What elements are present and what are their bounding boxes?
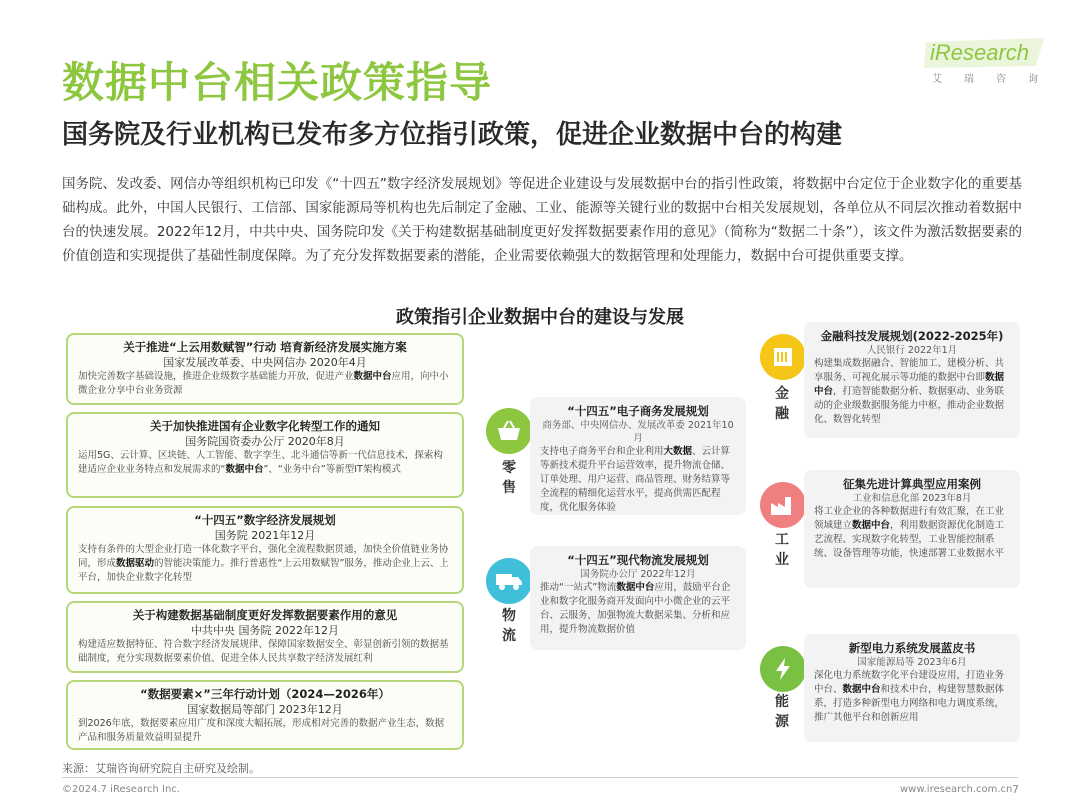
industry-label-retail: 零售	[502, 460, 516, 496]
policy-title: “十四五”数字经济发展规划	[194, 513, 336, 527]
policy-title: 金融科技发展规划(2022-2025年)	[820, 329, 1004, 343]
policy-title: “十四五”现代物流发展规划	[567, 553, 709, 567]
policy-body: 推动“一站式”物流数据中台应用，鼓励平台企业和数字化服务商开发面向中小微企业的云平台、云服务，加强物流大数据采集、分析和应用，提升物流数据价值	[540, 582, 731, 635]
policy-source: 国家能源局等 2023年6月	[857, 657, 967, 668]
policy-title: 新型电力系统发展蓝皮书	[848, 641, 976, 655]
policy-box	[66, 412, 464, 498]
policy-title: 关于推进“上云用数赋智”行动 培育新经济发展实施方案	[123, 340, 407, 354]
policy-title: 征集先进计算典型应用案例	[843, 477, 981, 491]
policy-box	[66, 680, 464, 750]
industry-label-logistics: 物流	[502, 608, 516, 644]
logo-wordmark: iResearch	[930, 40, 1030, 65]
policy-source: 国务院 2021年12月	[214, 529, 316, 542]
policy-body: 支持电子商务平台和企业利用大数据、云计算等新技术提升平台运营效率，提升物流仓储、订单处理、用户运营、商品管理、财务结算等全流程的精细化运营水平，提高供需匹配程度，优化服务体验	[540, 446, 731, 513]
page-subtitle: 国务院及行业机构已发布多方位指引政策，促进企业数据中台的构建	[62, 120, 843, 150]
policy-source: 人民银行 2022年1月	[866, 345, 958, 356]
factory-icon	[760, 482, 806, 528]
lightning-icon	[760, 646, 806, 692]
policy-body: 将工业企业的各种数据进行有效汇聚，在工业领域建立数据中台，利用数据资源优化制造工艺流程、实现数字化转型，工业智能控制系统、设备管理等功能，快速部署工业数据水平	[814, 506, 1005, 559]
logo-subtext: 艾瑞咨询	[932, 74, 1060, 85]
policy-source: 中共中央 国务院 2022年12月	[191, 624, 339, 637]
policy-source: 工业和信息化部 2023年8月	[852, 493, 972, 504]
policy-body: 深化电力系统数字化平台建设应用，打造业务中台、数据中台和技术中台，构建智慧数据体系，打造多种新型电力网络和电力调度系统，推广其他平台和创新应用	[814, 670, 1005, 723]
iresearch-logo	[924, 38, 1060, 92]
copyright: ©2024.7 iResearch Inc.	[62, 784, 180, 795]
policy-body: 构建集成数据融合、智能加工、建模分析、共享服务、可视化展示等功能的数据中台即数据中台，打造智能数据分析、数据驱动、业务联动的企业级数据服务能力中枢，推动企业数据化、数智化转型	[814, 358, 1005, 425]
policy-body: 支持有条件的大型企业打造一体化数字平台，强化全流程数据贯通，加快全价值链业务协同，形成数据驱动的智能决策能力。推行普惠性“上云用数赋智”服务，推动企业上云、上平台，加快企业数字化转型	[78, 544, 449, 583]
policy-source: 国务院办公厅 2022年12月	[580, 569, 696, 580]
policy-card-finance	[804, 322, 1020, 438]
policy-card-energy	[804, 634, 1020, 742]
book-icon	[760, 334, 806, 380]
industry-label-energy: 能源	[775, 694, 789, 730]
policy-card-logistics	[530, 546, 746, 650]
policy-box	[66, 506, 464, 594]
policy-title: 关于加快推进国有企业数字化转型工作的通知	[150, 419, 380, 433]
policy-source: 商务部、中央网信办、发展改革委 2021年10月	[542, 420, 734, 444]
footer-divider	[62, 777, 1018, 778]
policy-body: 加快完善数字基础设施，推进企业级数字基础能力开放，促进产业数据中台应用，向中小微企业分享中台业务资源	[78, 371, 449, 396]
industry-label-finance: 金融	[775, 386, 789, 422]
page-title: 数据中台相关政策指导	[62, 58, 493, 107]
industry-label-industry: 工业	[775, 532, 789, 568]
policy-card-industry	[804, 470, 1020, 588]
policy-box	[66, 333, 464, 405]
policy-source: 国务院国资委办公厅 2020年8月	[185, 435, 345, 448]
policy-title: 关于构建数据基础制度更好发挥数据要素作用的意见	[132, 608, 398, 622]
policy-box	[66, 601, 464, 673]
policy-card-retail	[530, 397, 746, 515]
source-note: 来源：艾瑞咨询研究院自主研究及绘制。	[62, 762, 260, 775]
policy-source: 国家数据局等部门 2023年12月	[187, 703, 343, 716]
policy-body: 到2026年底，数据要素应用广度和深度大幅拓展，形成相对完善的数据产业生态，数据产品和服务质量效益明显提升	[78, 718, 445, 743]
truck-icon	[486, 558, 532, 604]
policy-body: 运用5G、云计算、区块链、人工智能、数字孪生、北斗通信等新一代信息技术，探索构建适应企业业务特点和发展需求的“数据中台”、“业务中台”等新型IT架构模式	[78, 450, 443, 475]
policy-body: 构建适应数据特征、符合数字经济发展规律、保障国家数据安全、彰显创新引领的数据基础制度，充分实现数据要素价值、促进全体人民共享数字经济发展红利	[78, 639, 449, 664]
section-title: 政策指引企业数据中台的建设与发展	[396, 307, 684, 328]
policy-title: “十四五”电子商务发展规划	[567, 404, 709, 418]
policy-title: “数据要素×”三年行动计划（2024—2026年）	[140, 687, 390, 701]
page-number: 7	[1012, 783, 1019, 796]
policy-source: 国家发展改革委、中央网信办 2020年4月	[163, 356, 367, 369]
basket-icon	[486, 408, 532, 454]
intro-paragraph: 国务院、发改委、网信办等组织机构已印发《“十四五”数字经济发展规划》等促进企业建设与发展数据中台的指引性政策，将数据中台定位于企业数字化的重要基础构成。此外，中国人民银行、工信部、国家能源局等机构也先后制定了金融、工业、能源等关键行业的数据中台相关发展规划，各单位从不同层次推动着数据中台的快速发展。2022年12月，中共中央、国务院印发《关于构建数据基础制度更好发挥数据要素作用的意见》（简称为“数据二十条”），该文件为激活数据要素的价值创造和实现提供了基础性制度保障。为了充分发挥数据要素的潜能，企业需要依赖强大的数据管理和处理能力，数据中台可提供重要支撑。	[62, 176, 1022, 264]
website-link[interactable]: www.iresearch.com.cn	[900, 784, 1013, 795]
